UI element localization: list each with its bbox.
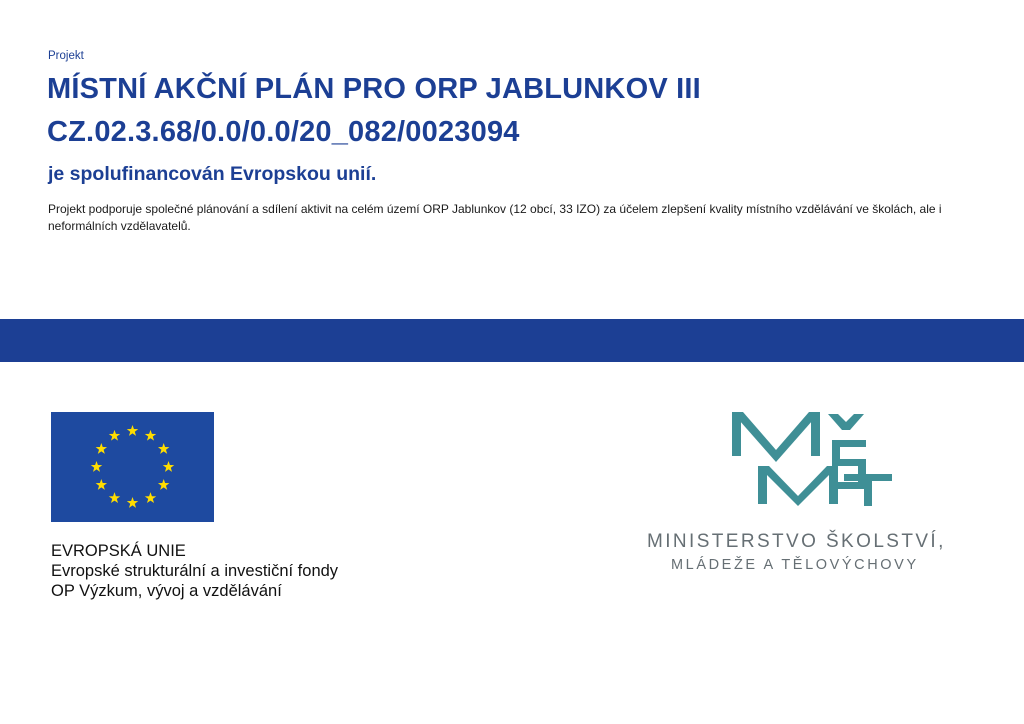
cofinanced-statement: je spolufinancován Evropskou unií. bbox=[48, 163, 377, 185]
eu-caption-line3: OP Výzkum, vývoj a vzdělávání bbox=[51, 582, 282, 600]
project-eyebrow: Projekt bbox=[48, 50, 84, 62]
blue-band bbox=[0, 319, 1024, 362]
msmt-monogram-icon bbox=[728, 410, 898, 506]
eu-caption-line1: EVROPSKÁ UNIE bbox=[51, 542, 186, 560]
msmt-name-line1: MINISTERSTVO ŠKOLSTVÍ, bbox=[647, 531, 946, 552]
project-code: CZ.02.3.68/0.0/0.0/20_082/0023094 bbox=[47, 116, 520, 148]
project-title: MÍSTNÍ AKČNÍ PLÁN PRO ORP JABLUNKOV III bbox=[47, 73, 701, 105]
eu-caption bbox=[51, 541, 338, 601]
project-description: Projekt podporuje společné plánování a sdílení aktivit na celém území ORP Jablunkov (12 obcí, 33 IZO) za účelem zlepšení kvality místního vzdělávání ve školách, ale i neformálních vzdělavatelů. bbox=[48, 202, 942, 233]
eu-flag-icon bbox=[51, 412, 214, 522]
eu-caption-line2: Evropské strukturální a investiční fondy bbox=[51, 562, 339, 580]
msmt-name-line2: MLÁDEŽE A TĚLOVÝCHOVY bbox=[671, 557, 919, 573]
